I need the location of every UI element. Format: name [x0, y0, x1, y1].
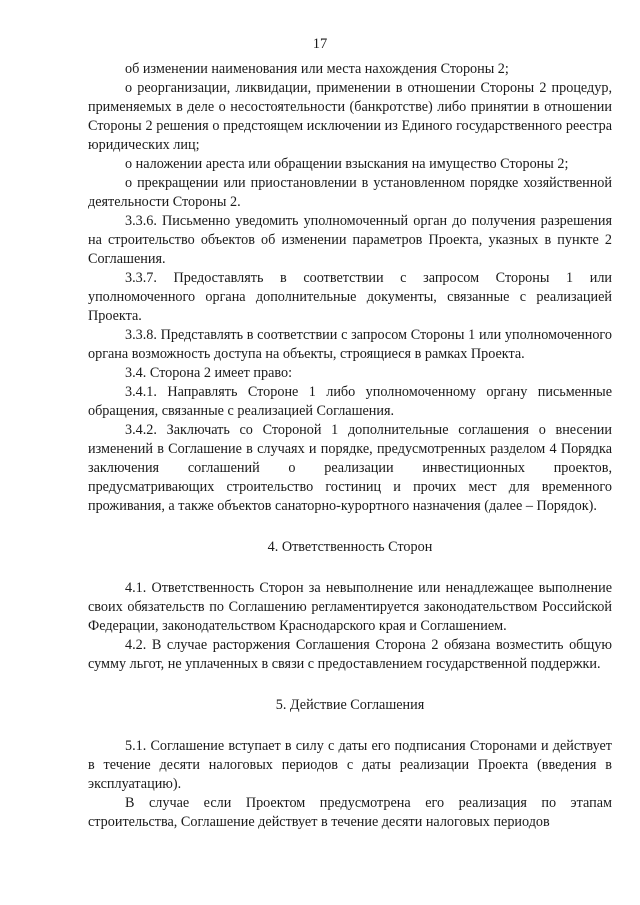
clause-3-4-2: 3.4.2. Заключать со Стороной 1 дополнительные соглашения о внесении изменений в Соглашение в случаях и порядке, предусмотренных разделом 4 Порядка заключения соглашений о реализации инвестиционных проектов, предусматривающих строительство гостиниц и прочих мест для временного проживания, а также объектов санаторно-курортного назначения (далее – Порядок).: [88, 422, 612, 514]
clause-3-3-7: 3.3.7. Предоставлять в соответствии с запросом Стороны 1 или уполномоченного органа дополнительные документы, связанные с реализацией Проекта.: [88, 270, 612, 324]
clause-4-1: 4.1. Ответственность Сторон за невыполнение или ненадлежащее выполнение своих обязательств по Соглашению регламентируется законодательством Российской Федерации, законодательством Краснодарского края и Соглашением.: [88, 580, 612, 634]
paragraph-stages: В случае если Проектом предусмотрена его реализация по этапам строительства, Соглашение действует в течение десяти налоговых периодов: [88, 795, 612, 830]
paragraph-name-change: об изменении наименования или места нахождения Стороны 2;: [125, 61, 509, 77]
clause-3-3-8: 3.3.8. Представлять в соответствии с запросом Стороны 1 или уполномоченного органа возможность доступа на объекты, строящиеся в рамках Проекта.: [88, 327, 612, 362]
page-number: 17: [312, 36, 328, 52]
clause-3-3-6: 3.3.6. Письменно уведомить уполномоченный орган до получения разрешения на строительство объектов об изменении параметров Проекта, указных в пункте 2 Соглашения.: [88, 213, 612, 267]
paragraph-arrest: о наложении ареста или обращении взыскания на имущество Стороны 2;: [125, 156, 569, 172]
clause-4-2: 4.2. В случае расторжения Соглашения Сторона 2 обязана возместить общую сумму льгот, не уплаченных в связи с предоставлением государственной поддержки.: [88, 637, 612, 672]
section-heading-5: 5. Действие Соглашения: [275, 697, 425, 713]
clause-3-4: 3.4. Сторона 2 имеет право:: [125, 365, 293, 381]
document-body: [88, 60, 612, 832]
paragraph-termination-activity: о прекращении или приостановлении в установленном порядке хозяйственной деятельности Стороны 2.: [88, 175, 612, 210]
clause-3-4-1: 3.4.1. Направлять Стороне 1 либо уполномоченному органу письменные обращения, связанные с реализацией Соглашения.: [88, 384, 612, 419]
section-heading-4: 4. Ответственность Сторон: [267, 539, 433, 555]
clause-5-1: 5.1. Соглашение вступает в силу с даты его подписания Сторонами и действует в течение десяти налоговых периодов с даты реализации Проекта (введения в эксплуатацию).: [88, 738, 612, 792]
paragraph-reorganization: о реорганизации, ликвидации, применении в отношении Стороны 2 процедур, применяемых в деле о несостоятельности (банкротстве) либо принятии в отношении Стороны 2 решения о предстоящем исключении из Единого государственного реестра юридических лиц;: [88, 80, 612, 153]
